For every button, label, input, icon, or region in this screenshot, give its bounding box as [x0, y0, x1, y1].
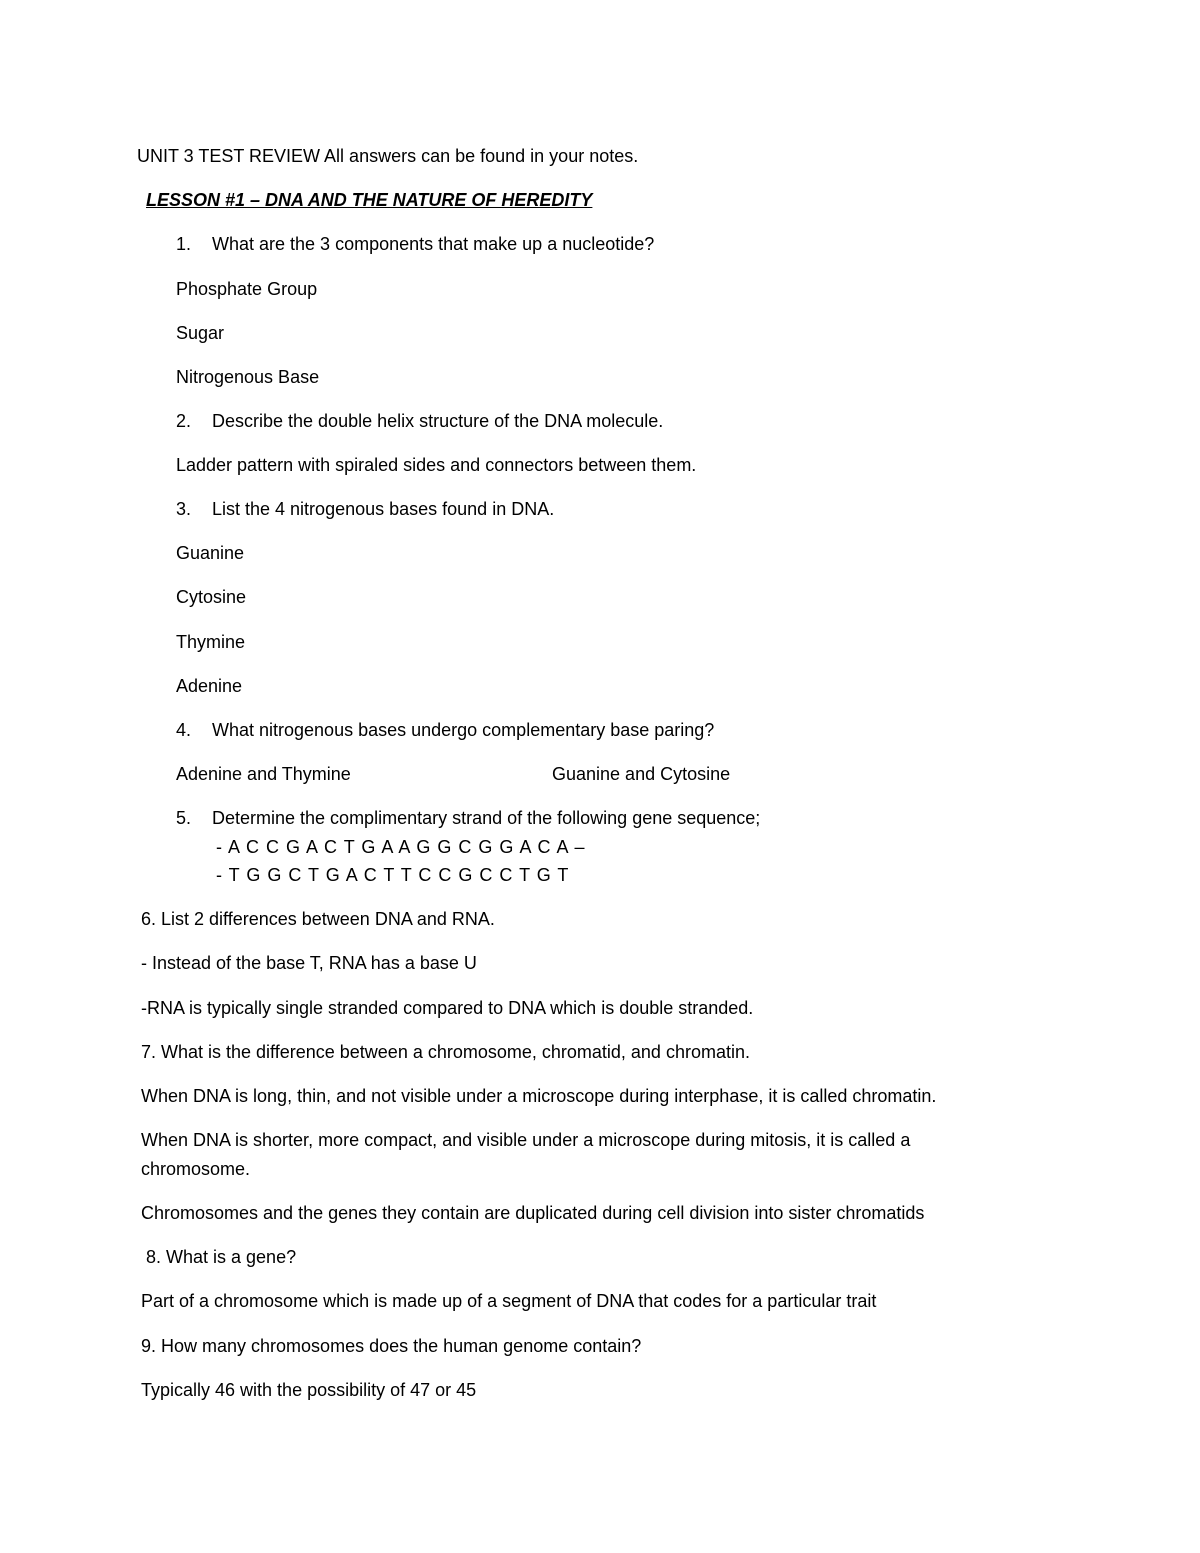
answer-text: Adenine and Thymine — [176, 764, 351, 784]
question-text: 7. What is the difference between a chromosome, chromatid, and chromatin. — [141, 1042, 750, 1062]
answer-text: Cytosine — [176, 587, 247, 607]
answer-text: Typically 46 with the possibility of 47 or 45 — [141, 1380, 477, 1400]
answer-text: Sugar — [176, 323, 225, 343]
question-number: 4. — [176, 720, 192, 740]
answer-text: Ladder pattern with spiraled sides and connectors between them. — [176, 455, 697, 475]
question-number: 5. — [176, 808, 192, 828]
answer-text: Adenine — [176, 676, 243, 696]
answer-text: Phosphate Group — [176, 279, 318, 299]
question-text: What nitrogenous bases undergo complementary base paring? — [212, 720, 715, 740]
question-text: List the 4 nitrogenous bases found in DNA. — [212, 499, 555, 519]
answer-text: Nitrogenous Base — [176, 367, 320, 387]
answer-text: When DNA is long, thin, and not visible under a microscope during interphase, it is called chromatin. — [141, 1086, 937, 1106]
answer-text: Part of a chromosome which is made up of a segment of DNA that codes for a particular trait — [141, 1291, 877, 1311]
answer-text: When DNA is shorter, more compact, and visible under a microscope during mitosis, it is called a — [141, 1130, 911, 1150]
answer-text: Thymine — [176, 632, 246, 652]
answer-text: - Instead of the base T, RNA has a base U — [141, 953, 477, 973]
answer-text: Guanine and Cytosine — [552, 764, 731, 784]
gene-sequence: - A C C G A C T G A A G G C G G A C A – — [216, 837, 586, 857]
question-text: What are the 3 components that make up a nucleotide? — [212, 234, 655, 254]
question-text: 6. List 2 differences between DNA and RNA. — [141, 909, 495, 929]
lesson-heading: LESSON #1 – DNA AND THE NATURE OF HEREDITY — [146, 190, 593, 210]
question-text: Describe the double helix structure of the DNA molecule. — [212, 411, 664, 431]
question-text: Determine the complimentary strand of the following gene sequence; — [212, 808, 761, 828]
question-text: 9. How many chromosomes does the human genome contain? — [141, 1336, 642, 1356]
question-number: 1. — [176, 234, 192, 254]
complementary-sequence: - T G G C T G A C T T C C G C C T G T — [216, 865, 570, 885]
answer-text: Chromosomes and the genes they contain are duplicated during cell division into sister chromatids — [141, 1203, 925, 1223]
question-number: 2. — [176, 411, 192, 431]
document-title: UNIT 3 TEST REVIEW All answers can be found in your notes. — [137, 146, 639, 166]
answer-text: chromosome. — [141, 1159, 251, 1179]
question-text: 8. What is a gene? — [141, 1247, 297, 1267]
answer-text: -RNA is typically single stranded compared to DNA which is double stranded. — [141, 998, 754, 1018]
answer-text: Guanine — [176, 543, 245, 563]
question-number: 3. — [176, 499, 192, 519]
